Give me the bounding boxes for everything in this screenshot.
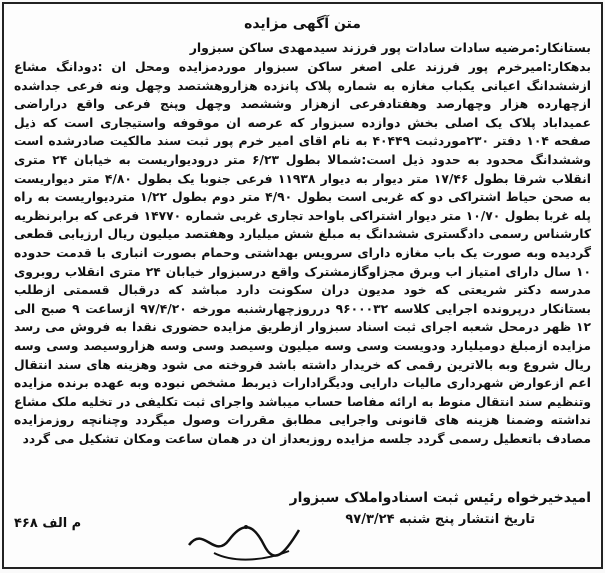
handwritten-signature <box>184 515 304 565</box>
auction-notice <box>2 2 603 569</box>
notice-body: بدهکار:امیرخرم پور فرزند علی اصغر ساکن سبزوار موردمزایده ومحل ان :دودانگ مشاع ازششدانگ اعیانی یکباب مغازه به شماره پلاک پانزده هزاروهشتصد وچهل ونه فرعی جداشده ازچهارده هزار وچهارصد وهفتادفرعی ازهزار وششصد وچهل وپنج فرعی واقع دراراضی عمیداباد پلاک یک اصلی بخش دوازده سبزوار که عرصه ان موقوفه واستیجاری است که ذیل صفحه ۱۰۴ دفتر ۲۳۰موردثبت ۴۰۴۴۹ به نام اقای امیر خرم پور ثبت سند مالکیت صادرشده است وششدانگ محدود به حدود ذیل است:شمالا بطول ۶/۲۳ متر درودیواریست به خیابان ۲۴ متری انقلاب شرقا بطول ۱۷/۴۶ متر دیوار به دیوار ۱۱۹۳۸ فرعی جنوبا یک بطول ۴/۸۰ متر دیواریست به صحن حیاط اشتراکی دو که غربی است بطول ۴/۹۰ متر دوم بطول ۱/۲۲ متردیواریست به راه پله غربا بطول ۱۰/۷۰ متر دیوار اشتراکی باواحد تجاری غربی شماره ۱۴۷۷۰ فرعی که برابرنظریه کارشناس رسمی دادگستری ششدانگ به مبلغ شش میلیارد وهفتصد میلیون ریال ارزیابی قطعی گردیده وبه صورت یک باب مغازه دارای سرویس بهداشتی وحمام بصورت انباری با قدمت حدوده ۱۰ سال دارای امتیاز اب وبرق مجزاوگازمشترک واقع درسبزوار خیابان ۲۴ متری انقلاب روبروی مدرسه دکتر شریعتی که خود مدیون دران سکونت دارد مباشد که درقبال قسمتی ازطلب بستانکار درپرونده اجرایی کلاسه ۹۶۰۰۰۳۲ درروزچهارشنبه مورخه ۹۷/۴/۲۰ ازساعت ۹ صبح الی ۱۲ ظهر درمحل شعبه اجرای ثبت اسناد سبزوار ازطریق مزایده حضوری نقدا به فروش می رسد مزایده ازمبلغ دومیلیارد ودویست وسی وسه میلیون وسیصد وسی وسه هزاروسیصد وسی وسه ریال شروع وبه بالاترین رقمی که خریدار داشته باشد فروخته می شود وهزینه های سند انتقال اعم ازعوارض شهرداری مالیات دارایی ودیگرادارات ذیربط مشخص نبوده وبه عهده برنده مزایده وتنظیم سند انتقال منوط به ارائه مفاصا حساب میباشد واجرای ثبت تکلیفی در تخلیه ملک مشاع نداشته وضمنا هزینه های قانونی واجرایی مطابق مقررات وصول میگردد وچنانچه روزمزایده مصادف باتعطیل رسمی گردد جلسه مزایده روزبعداز ان در همان ساعت ومکان تشکیل می گردد <box>14 60 591 446</box>
signature-block <box>290 487 591 531</box>
signatory-line: امیدخیرخواه رئیس ثبت اسنادواملاک سبزوار <box>289 490 591 506</box>
publish-date: تاریخ انتشار پنج شنبه ۹۷/۳/۲۴ <box>345 512 536 527</box>
notice-code: م الف ۴۶۸ <box>14 516 82 531</box>
plaintiff-line: بستانکار:مرضیه سادات سادات پور فرزند سیدمهدی ساکن سبزوار <box>189 40 591 55</box>
notice-title: متن آگهی مزایده <box>244 16 361 32</box>
